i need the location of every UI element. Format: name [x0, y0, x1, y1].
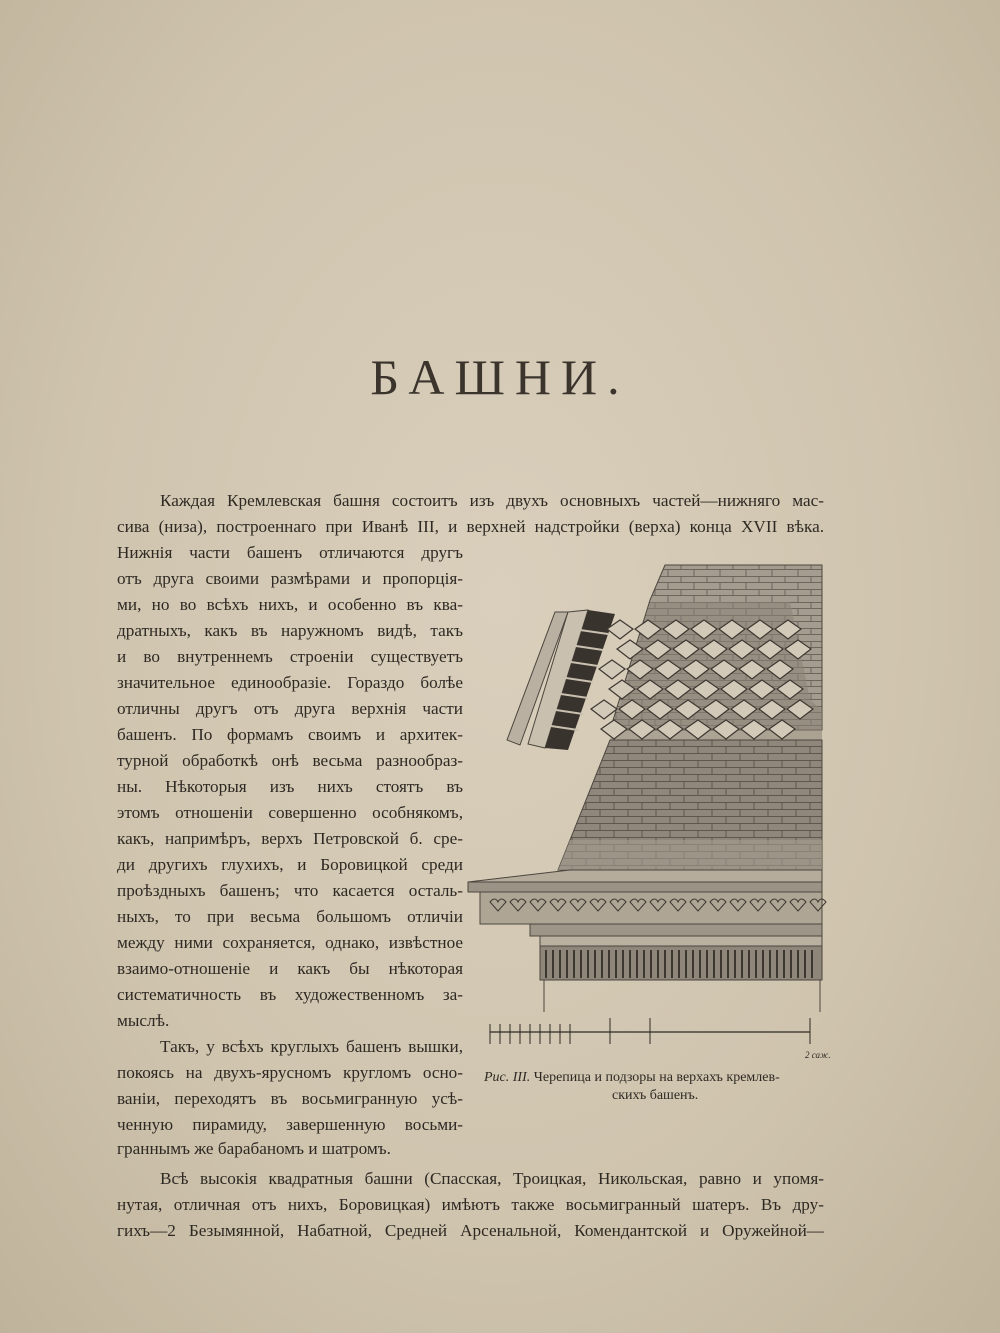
cornice	[468, 870, 826, 1012]
text-line: между ними сохраняется, однако, извѣстное	[117, 933, 463, 952]
text-line: Такъ, у всѣхъ круглыхъ башенъ вышки,	[160, 1037, 463, 1056]
scale-bar	[490, 1018, 831, 1060]
text-line: дратныхъ, какъ въ наружномъ видѣ, такъ	[117, 621, 463, 640]
text-line: этомъ отношеніи совершенно особнякомъ,	[117, 803, 463, 822]
text-line: ди другихъ глухихъ, и Боровицкой среди	[117, 855, 463, 874]
text-line: Всѣ высокія квадратныя башни (Спасская, Троицкая, Никольская, равно и упомя-	[160, 1169, 824, 1188]
page-title: БАШНИ.	[370, 349, 630, 405]
figure-caption	[484, 1068, 780, 1088]
text-line: взаимо-отношеніе и какъ бы нѣкоторая	[117, 959, 463, 978]
text-line: ны. Нѣкоторыя изъ нихъ стоятъ въ	[117, 777, 463, 796]
text-line: ченную пирамиду, завершенную восьми-	[117, 1115, 463, 1134]
tower-roof-illustration	[460, 550, 840, 1070]
caption-text-1: Черепица и подзоры на верхахъ кремлев-	[533, 1070, 780, 1085]
figure-label: Рис. III.	[484, 1070, 531, 1085]
text-line: ныхъ, то при весьма большомъ отличіи	[117, 907, 463, 926]
roof-lower-brick	[558, 740, 822, 870]
text-line: отъ друга своими размѣрами и пропорція-	[117, 569, 463, 588]
text-line: значительное единообразіе. Гораздо болѣе	[117, 673, 463, 692]
text-line: нутая, отличная отъ нихъ, Боровицкая) имѣютъ также восьмигранный шатеръ. Въ дру-	[117, 1195, 824, 1214]
text-line: покоясь на двухъ-ярусномъ кругломъ осно-	[117, 1063, 463, 1082]
text-line: отличны другъ отъ друга верхнія части	[117, 699, 463, 718]
text-line: ваніи, переходятъ въ восьмигранную усѣ-	[117, 1089, 463, 1108]
text-line: башенъ. По формамъ своимъ и архитек-	[117, 725, 463, 744]
roof-tile	[599, 660, 625, 679]
text-line: и во внутреннемъ строеніи существуетъ	[117, 647, 463, 666]
roof-tile	[591, 700, 617, 719]
figure-caption-line2: скихъ башенъ.	[612, 1088, 699, 1103]
text-line: сива (низа), построеннаго при Иванѣ III, и верхней надстройки (верха) конца XVII вѣка.	[117, 517, 824, 536]
text-line: граннымъ же барабаномъ и шатромъ.	[117, 1139, 391, 1158]
text-line: гихъ—2 Безымянной, Набатной, Средней Арсенальной, Комендантской и Оружейной—	[117, 1221, 824, 1240]
text-line: Нижнія части башенъ отличаются другъ	[117, 543, 463, 562]
text-line: Каждая Кремлевская башня состоитъ изъ двухъ основныхъ частей—нижняго мас-	[160, 491, 824, 510]
scale-label: 2 саж.	[805, 1050, 831, 1060]
text-line: мыслѣ.	[117, 1011, 170, 1030]
text-line: систематичность въ художественномъ за-	[117, 985, 463, 1004]
text-line: проѣздныхъ башенъ; что касается осталь-	[117, 881, 463, 900]
text-line: турной обработкѣ онѣ весьма разнообраз-	[117, 751, 463, 770]
tile-detail-section	[507, 610, 615, 750]
text-line: ми, но во всѣхъ нихъ, и особенно въ ква-	[117, 595, 463, 614]
text-line: какъ, напримѣръ, верхъ Петровской б. сре-	[117, 829, 463, 848]
